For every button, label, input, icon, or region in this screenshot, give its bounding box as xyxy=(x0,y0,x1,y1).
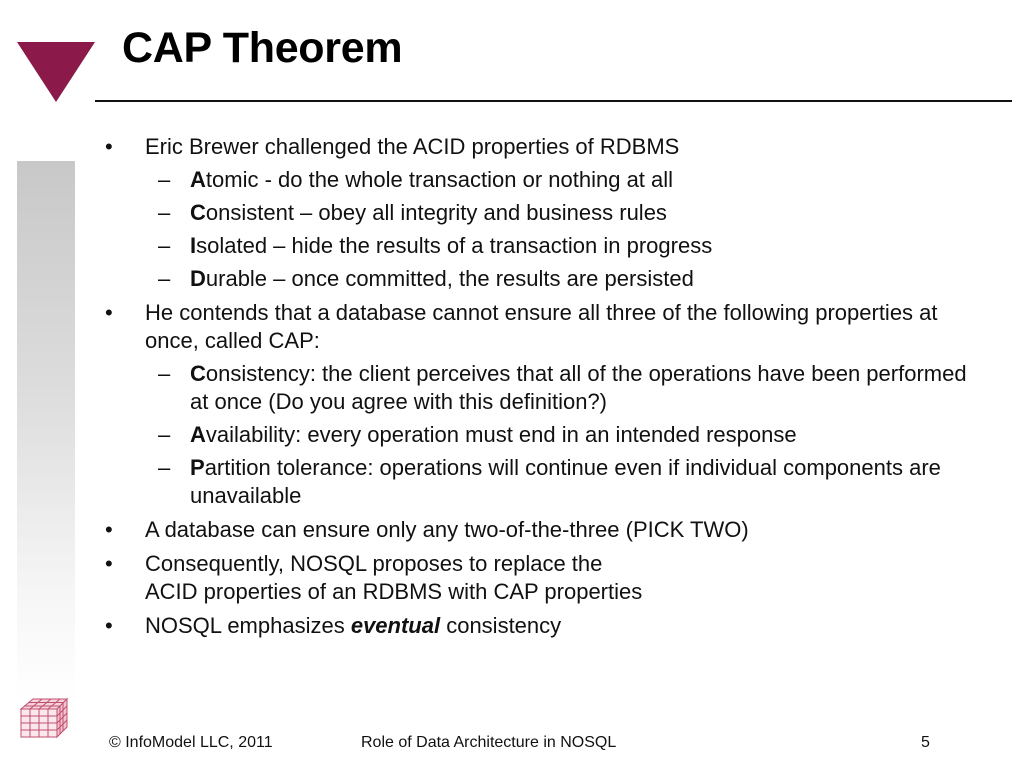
page-number: 5 xyxy=(921,734,930,751)
acronym-letter: I xyxy=(190,233,197,258)
sub-bullet-text: urable – once committed, the results are persisted xyxy=(205,266,694,291)
bullet-text: Eric Brewer challenged the ACID properties of RDBMS xyxy=(145,134,680,159)
bullet-item xyxy=(104,612,984,640)
sub-bullet-text: onsistency: the client perceives that all of the operations have been performed at once (Do you agree with this definition?) xyxy=(190,361,967,414)
acronym-letter: A xyxy=(190,167,206,192)
bullet-item xyxy=(104,516,984,544)
bullet-marker: • xyxy=(105,613,113,638)
sub-bullet-item xyxy=(104,199,984,227)
gradient-sidebar xyxy=(17,161,75,701)
bullet-text-line: ACID properties of an RDBMS with CAP properties xyxy=(145,579,643,604)
sub-bullet-item xyxy=(104,265,984,293)
bullet-text-line: Consequently, NOSQL proposes to replace the xyxy=(145,551,603,576)
sub-bullet-item xyxy=(104,166,984,194)
sub-bullet-item xyxy=(104,360,984,416)
bullet-text: He contends that a database cannot ensure all three of the following properties at once, called CAP: xyxy=(145,300,938,353)
acronym-letter: P xyxy=(190,455,205,480)
sub-bullet-item xyxy=(104,232,984,260)
sub-bullet-marker: – xyxy=(158,200,171,225)
sub-bullet-text: vailability: every operation must end in an intended response xyxy=(205,422,797,447)
slide-body xyxy=(104,133,984,640)
bullet-marker: • xyxy=(105,300,113,325)
sub-bullet-item xyxy=(104,454,984,510)
footer-caption: Role of Data Architecture in NOSQL xyxy=(361,734,617,751)
sub-bullet-marker: – xyxy=(158,167,171,192)
emphasized-word: eventual xyxy=(350,613,441,638)
acronym-letter: C xyxy=(190,200,206,225)
sub-bullet-marker: – xyxy=(158,361,171,386)
sub-bullet-text: artition tolerance: operations will continue even if individual components are unavailable xyxy=(190,455,941,508)
bullet-marker: • xyxy=(105,134,113,159)
cube-grid-icon xyxy=(19,697,69,739)
sub-bullet-text: onsistent – obey all integrity and business rules xyxy=(205,200,667,225)
slide-title: CAP Theorem xyxy=(122,24,403,72)
footer-copyright: © InfoModel LLC, 2011 xyxy=(109,734,273,751)
sub-bullet-text: solated – hide the results of a transaction in progress xyxy=(196,233,713,258)
bullet-text: consistency xyxy=(440,613,562,638)
bullet-item xyxy=(104,299,984,355)
bullet-item xyxy=(104,133,984,161)
bullet-marker: • xyxy=(105,551,113,576)
title-divider xyxy=(95,100,1012,102)
sub-bullet-marker: – xyxy=(158,455,171,480)
sub-bullet-item xyxy=(104,421,984,449)
bullet-text: A database can ensure only any two-of-the-three (PICK TWO) xyxy=(145,517,749,542)
bullet-marker: • xyxy=(105,517,113,542)
bullet-text: NOSQL emphasizes xyxy=(145,613,351,638)
sub-bullet-text: tomic - do the whole transaction or nothing at all xyxy=(205,167,674,192)
sub-bullet-marker: – xyxy=(158,233,171,258)
sub-bullet-marker: – xyxy=(158,422,171,447)
down-triangle-icon xyxy=(17,42,95,102)
bullet-item xyxy=(104,550,984,606)
sub-bullet-marker: – xyxy=(158,266,171,291)
acronym-letter: C xyxy=(190,361,206,386)
acronym-letter: A xyxy=(190,422,206,447)
acronym-letter: D xyxy=(190,266,206,291)
